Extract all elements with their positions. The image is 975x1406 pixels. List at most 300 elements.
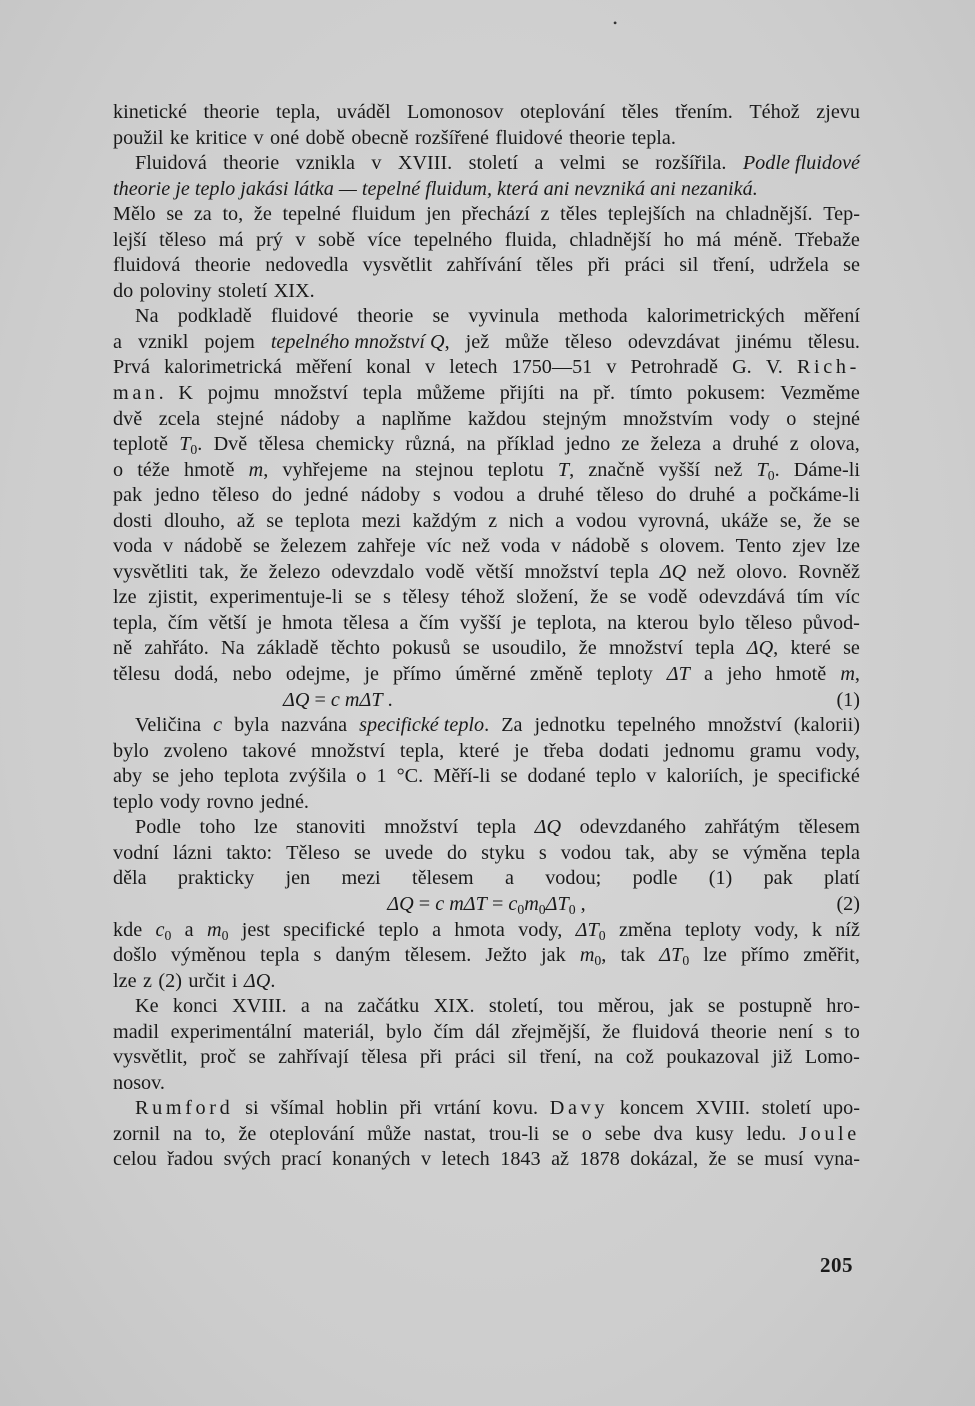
word: Prvá bbox=[113, 356, 151, 379]
word: původ- bbox=[802, 611, 860, 634]
word: kalorimetrická bbox=[164, 356, 282, 379]
word: odevzdalo bbox=[331, 560, 415, 583]
word: všímal bbox=[270, 1097, 325, 1120]
word: tepla bbox=[820, 841, 860, 864]
word: dál bbox=[475, 1020, 501, 1043]
word: zjevu bbox=[816, 101, 860, 123]
word: a bbox=[184, 918, 194, 941]
word: začátku bbox=[357, 995, 420, 1018]
word: a bbox=[432, 918, 442, 941]
word: bylo bbox=[698, 611, 735, 634]
word: v bbox=[646, 765, 657, 788]
word: teplejších bbox=[607, 203, 686, 226]
word: těleso bbox=[745, 611, 793, 634]
word: zornil bbox=[113, 1122, 161, 1145]
word: jedné bbox=[304, 484, 349, 507]
word: století, bbox=[488, 995, 544, 1018]
word: zahřívání bbox=[446, 254, 522, 277]
word: o bbox=[581, 1122, 592, 1145]
word: teplota bbox=[294, 509, 350, 532]
word: jak bbox=[541, 944, 566, 967]
word: Vezměme bbox=[780, 382, 860, 405]
word: na bbox=[466, 433, 486, 456]
word: až bbox=[236, 509, 255, 532]
word: než bbox=[461, 535, 490, 558]
word: i bbox=[231, 969, 238, 992]
word: což bbox=[625, 1046, 654, 1069]
word: fluidová bbox=[113, 254, 181, 277]
word: fluidum bbox=[351, 203, 416, 226]
word: na bbox=[594, 1046, 614, 1069]
word: nádoby bbox=[280, 407, 340, 430]
word: dva bbox=[653, 1122, 683, 1145]
word: jen bbox=[426, 203, 451, 226]
text-line bbox=[113, 636, 860, 662]
word: již bbox=[772, 1046, 793, 1069]
text-line bbox=[113, 202, 860, 228]
word: použil bbox=[113, 126, 164, 149]
word: tepla bbox=[362, 382, 402, 405]
word: těchto bbox=[330, 637, 381, 660]
word: experimentuje-li bbox=[209, 586, 343, 609]
word: Ke bbox=[135, 995, 159, 1018]
word: množství bbox=[384, 816, 459, 839]
word: množství bbox=[707, 714, 782, 737]
word: se bbox=[622, 152, 639, 175]
word: o bbox=[356, 765, 367, 788]
word: Rich- bbox=[796, 356, 860, 379]
word: theorie bbox=[223, 152, 280, 175]
word: různá, bbox=[405, 433, 456, 456]
word: sil bbox=[679, 254, 699, 277]
word: takové bbox=[242, 739, 297, 762]
word: specifické bbox=[778, 765, 860, 788]
word: theorie bbox=[203, 101, 260, 123]
word: fluidová bbox=[631, 1020, 700, 1043]
word: $\Delta T_0$ bbox=[575, 918, 606, 943]
word: teplotu bbox=[487, 458, 544, 481]
word: (2) bbox=[158, 969, 182, 992]
word: tělesem bbox=[411, 867, 474, 890]
word: na bbox=[381, 458, 401, 481]
word: XIX. bbox=[433, 995, 475, 1018]
word: ke bbox=[169, 126, 189, 149]
word: tepelného bbox=[617, 714, 696, 737]
word: uváděl bbox=[336, 101, 391, 123]
word: Za bbox=[501, 714, 523, 737]
word: vznikla bbox=[295, 152, 356, 175]
word: se bbox=[353, 841, 371, 864]
text-line bbox=[113, 304, 860, 330]
word: experimentální bbox=[170, 1020, 292, 1043]
word: v bbox=[163, 535, 174, 558]
word: hmotě bbox=[775, 663, 827, 686]
word: se bbox=[354, 586, 372, 609]
word: každou bbox=[467, 407, 527, 430]
word: sil bbox=[507, 1046, 527, 1069]
word: jen bbox=[285, 867, 311, 890]
word: ukáže bbox=[721, 509, 769, 532]
word: druhé bbox=[688, 484, 735, 507]
word: jest bbox=[241, 918, 270, 941]
text-line bbox=[113, 585, 860, 611]
word: podkladě bbox=[177, 305, 252, 328]
word: lázni bbox=[172, 841, 213, 864]
word: větší bbox=[475, 560, 514, 583]
word: že bbox=[578, 637, 597, 660]
word: základě bbox=[256, 637, 319, 660]
word: je bbox=[753, 765, 768, 788]
text-line bbox=[113, 662, 860, 688]
word: větší bbox=[208, 611, 247, 634]
word: XVIII. bbox=[232, 995, 287, 1018]
word: kalorimetrických bbox=[646, 305, 785, 328]
word: měření bbox=[803, 305, 860, 328]
word: se bbox=[552, 1122, 569, 1145]
word: Na bbox=[221, 637, 245, 660]
word: $m_0$, bbox=[579, 944, 607, 968]
equation-number: (1) bbox=[836, 688, 860, 711]
word: Veličina bbox=[135, 714, 202, 737]
word: lze bbox=[113, 586, 137, 609]
word: odevzdaného bbox=[579, 816, 687, 839]
word: teploty bbox=[684, 918, 742, 941]
word: 1843 bbox=[500, 1148, 541, 1171]
word: druhé bbox=[537, 484, 584, 507]
word: zjistit, bbox=[148, 586, 199, 609]
word: z bbox=[488, 509, 498, 532]
text-line bbox=[113, 432, 860, 458]
word: oteplování bbox=[519, 101, 606, 123]
word: složení, bbox=[516, 586, 579, 609]
word: stanoviti bbox=[296, 816, 366, 839]
text-line bbox=[113, 611, 860, 637]
word: styku bbox=[481, 841, 525, 864]
word: Rovněž bbox=[798, 560, 860, 583]
word: teplo bbox=[595, 765, 637, 788]
word: na bbox=[324, 995, 344, 1018]
word: platí bbox=[824, 867, 860, 890]
word: G. bbox=[732, 356, 752, 379]
word: hmotě bbox=[183, 458, 235, 481]
word: °C. bbox=[396, 765, 424, 788]
word: Měří-li bbox=[433, 765, 491, 788]
word: se bbox=[462, 637, 480, 660]
word: značně bbox=[588, 458, 645, 481]
word: tření, bbox=[712, 254, 755, 277]
word: Podle bbox=[135, 816, 181, 839]
word: specifické teplo. bbox=[359, 714, 490, 737]
word: víc bbox=[426, 535, 452, 558]
word: se bbox=[843, 509, 860, 532]
word: proč bbox=[200, 1046, 237, 1069]
word: letech bbox=[449, 356, 498, 379]
word: tou bbox=[557, 995, 584, 1018]
word: a bbox=[534, 152, 544, 175]
text-line bbox=[113, 969, 860, 995]
word: nádoby bbox=[360, 484, 421, 507]
word: 1878 bbox=[579, 1148, 620, 1171]
word: gramu bbox=[749, 739, 802, 762]
word: Joule bbox=[799, 1122, 860, 1145]
word: vody bbox=[159, 790, 201, 813]
word: Třebaže bbox=[794, 228, 860, 251]
text-line bbox=[113, 815, 860, 841]
word: století bbox=[217, 279, 268, 302]
word: Podle fluidové bbox=[742, 152, 860, 175]
word: vodě bbox=[425, 560, 465, 583]
word: se bbox=[166, 203, 184, 226]
word: si bbox=[245, 1097, 259, 1120]
word: se bbox=[736, 1148, 754, 1171]
word: je bbox=[257, 611, 272, 634]
word: nebo bbox=[232, 663, 272, 686]
word: naplňme bbox=[381, 407, 452, 430]
word: specifické bbox=[283, 918, 365, 941]
word: vyšší bbox=[658, 458, 701, 481]
word: Dáme-li bbox=[793, 458, 860, 481]
word: hmota bbox=[454, 918, 505, 941]
word: že bbox=[708, 1148, 727, 1171]
word: druhé bbox=[732, 433, 779, 456]
word: můžeme bbox=[416, 382, 486, 405]
text-line bbox=[113, 407, 860, 433]
word: vody bbox=[729, 407, 770, 430]
word: aby bbox=[113, 765, 143, 788]
word: se bbox=[500, 765, 518, 788]
word: velmi bbox=[559, 152, 606, 175]
word: že bbox=[813, 509, 832, 532]
text-line bbox=[113, 151, 860, 177]
word: tělesa bbox=[343, 611, 390, 634]
word: ΔQ. bbox=[243, 969, 276, 992]
word: Téhož bbox=[749, 101, 800, 123]
word: zjev bbox=[792, 535, 826, 558]
word: kritice bbox=[195, 126, 248, 149]
word: vyšší bbox=[459, 611, 502, 634]
word: vody, bbox=[754, 918, 799, 941]
text-line bbox=[113, 458, 860, 484]
equation-number: (2) bbox=[836, 892, 860, 915]
word: změřit, bbox=[803, 944, 860, 967]
word: tepla, bbox=[399, 739, 445, 762]
word: z bbox=[540, 203, 550, 226]
word: toho bbox=[199, 816, 236, 839]
word: nastat, bbox=[423, 1122, 476, 1145]
word: pojmu bbox=[207, 382, 260, 405]
word: jinému bbox=[735, 330, 792, 353]
word: k bbox=[811, 918, 822, 941]
word: jedné. bbox=[260, 790, 309, 813]
text-line bbox=[113, 739, 860, 765]
word: tělesu bbox=[113, 663, 161, 686]
text-line bbox=[113, 790, 860, 816]
word: tepla, bbox=[276, 101, 321, 123]
word: přímo bbox=[740, 944, 790, 967]
word: rozšířila. bbox=[655, 152, 727, 175]
word: se bbox=[266, 509, 284, 532]
word: olovem. bbox=[659, 535, 725, 558]
word: nazvána bbox=[280, 714, 348, 737]
text-line bbox=[113, 355, 860, 381]
word: je bbox=[514, 739, 529, 762]
word: třeba bbox=[543, 739, 584, 762]
word: tělesa bbox=[361, 1046, 408, 1069]
word: konci bbox=[172, 995, 218, 1018]
word: tělesu. bbox=[807, 330, 860, 353]
text-line bbox=[113, 126, 860, 152]
word: tělesa bbox=[258, 433, 305, 456]
word: teplo bbox=[113, 790, 154, 813]
word: v bbox=[606, 356, 617, 379]
text-line bbox=[113, 1020, 860, 1046]
word: dodati bbox=[598, 739, 650, 762]
word: a bbox=[300, 995, 310, 1018]
word: není bbox=[778, 1020, 814, 1043]
word: děla bbox=[113, 867, 147, 890]
word: těles bbox=[621, 101, 659, 123]
word: s bbox=[538, 841, 547, 864]
word: počkáme-li bbox=[769, 484, 860, 507]
word: teploty bbox=[596, 663, 653, 686]
word: vodou bbox=[453, 484, 504, 507]
word: může bbox=[367, 1122, 411, 1145]
word: tepla bbox=[260, 944, 300, 967]
word: tepla bbox=[476, 816, 517, 839]
word: to, bbox=[204, 1122, 226, 1145]
word: zcela bbox=[158, 407, 201, 430]
word: změna bbox=[618, 918, 672, 941]
word: T, bbox=[557, 458, 575, 481]
word: Lomonosov bbox=[407, 101, 504, 123]
word: fluida, bbox=[504, 228, 557, 251]
word: které bbox=[458, 739, 500, 762]
word: s bbox=[382, 586, 391, 609]
word: čím bbox=[167, 611, 199, 634]
word: tělesem. bbox=[404, 944, 472, 967]
text-line bbox=[113, 943, 860, 969]
word: že bbox=[590, 586, 609, 609]
word: s bbox=[432, 484, 441, 507]
text-line bbox=[113, 764, 860, 790]
text-line bbox=[113, 866, 860, 892]
word: upo- bbox=[822, 1097, 860, 1120]
text-line bbox=[113, 381, 860, 407]
word: že bbox=[238, 1122, 257, 1145]
word: vyna- bbox=[814, 1148, 860, 1171]
word: voda bbox=[113, 535, 153, 558]
word: lze bbox=[113, 969, 137, 992]
word: z bbox=[789, 433, 799, 456]
word: a bbox=[113, 330, 122, 353]
word: a bbox=[747, 484, 757, 507]
equation: ΔQ = c $m\Delta T = c_0m_0\Delta T_0$ , bbox=[387, 892, 586, 917]
word: $T_0$. bbox=[179, 433, 203, 457]
word: výměna bbox=[742, 841, 807, 864]
word: tepla bbox=[695, 637, 735, 660]
word: době bbox=[305, 126, 345, 149]
word: vodní bbox=[113, 841, 159, 864]
word: v bbox=[425, 356, 436, 379]
word: vyhřejeme bbox=[282, 458, 368, 481]
word: těleso bbox=[564, 330, 612, 353]
word: těleso bbox=[596, 484, 644, 507]
word: vody, bbox=[815, 739, 860, 762]
word: se bbox=[248, 1046, 266, 1069]
word: theorie bbox=[710, 1020, 767, 1043]
word: jak bbox=[668, 995, 694, 1018]
word: tepla, bbox=[113, 611, 158, 634]
text-line bbox=[113, 177, 860, 203]
word: aby bbox=[668, 841, 699, 864]
text-line bbox=[113, 688, 860, 714]
word: práci bbox=[624, 254, 665, 277]
word: v bbox=[371, 152, 382, 175]
word: uvede bbox=[384, 841, 433, 864]
word: obecně bbox=[351, 126, 409, 149]
word: rozšířené bbox=[414, 126, 489, 149]
word: postupně bbox=[739, 995, 812, 1018]
word: železa bbox=[650, 433, 702, 456]
word: tělesy bbox=[402, 586, 450, 609]
word: odevzdává bbox=[698, 586, 786, 609]
word: níž bbox=[835, 918, 860, 941]
word: v bbox=[295, 228, 306, 251]
word: vody, bbox=[518, 918, 563, 941]
word: těles bbox=[536, 254, 574, 277]
word: do bbox=[271, 484, 293, 507]
word: tření, bbox=[539, 1046, 582, 1069]
word: $\Delta T_0$ bbox=[659, 944, 690, 968]
word: c bbox=[213, 714, 223, 737]
word: svých bbox=[223, 1148, 271, 1171]
word: při bbox=[399, 1097, 422, 1120]
word: olovo. bbox=[736, 560, 788, 583]
word: s bbox=[313, 944, 322, 967]
word: ΔQ bbox=[659, 560, 687, 583]
word: K bbox=[178, 382, 194, 405]
word: daným bbox=[335, 944, 391, 967]
word: vodou; bbox=[545, 867, 602, 890]
word: fluidové bbox=[270, 305, 339, 328]
word: zahřívají bbox=[278, 1046, 349, 1069]
word: a bbox=[516, 484, 526, 507]
word: materiál, bbox=[303, 1020, 375, 1043]
word: přijíti bbox=[499, 382, 545, 405]
word: se, bbox=[779, 509, 802, 532]
word: chladnější bbox=[569, 228, 652, 251]
word: jeho bbox=[179, 765, 214, 788]
word: theorie je teplo jakási látka — tepelné fluidum, která ani nevzniká ani nezaniká. bbox=[113, 177, 758, 200]
word: m, bbox=[840, 663, 860, 686]
text-line bbox=[113, 228, 860, 254]
speck-mark: • bbox=[613, 16, 618, 30]
word: dosti bbox=[113, 509, 153, 532]
word: že bbox=[239, 560, 258, 583]
word: nádobě bbox=[183, 535, 243, 558]
word: při bbox=[587, 254, 611, 277]
word: a bbox=[356, 407, 366, 430]
text-line bbox=[113, 100, 860, 126]
word: ledu. bbox=[746, 1122, 787, 1145]
word: určit bbox=[188, 969, 226, 992]
word: výměnou bbox=[170, 944, 247, 967]
word: množstvím bbox=[623, 407, 713, 430]
word: na bbox=[695, 203, 715, 226]
word: množství bbox=[608, 637, 683, 660]
word: Rumford bbox=[135, 1097, 234, 1120]
word: prací bbox=[281, 1148, 322, 1171]
